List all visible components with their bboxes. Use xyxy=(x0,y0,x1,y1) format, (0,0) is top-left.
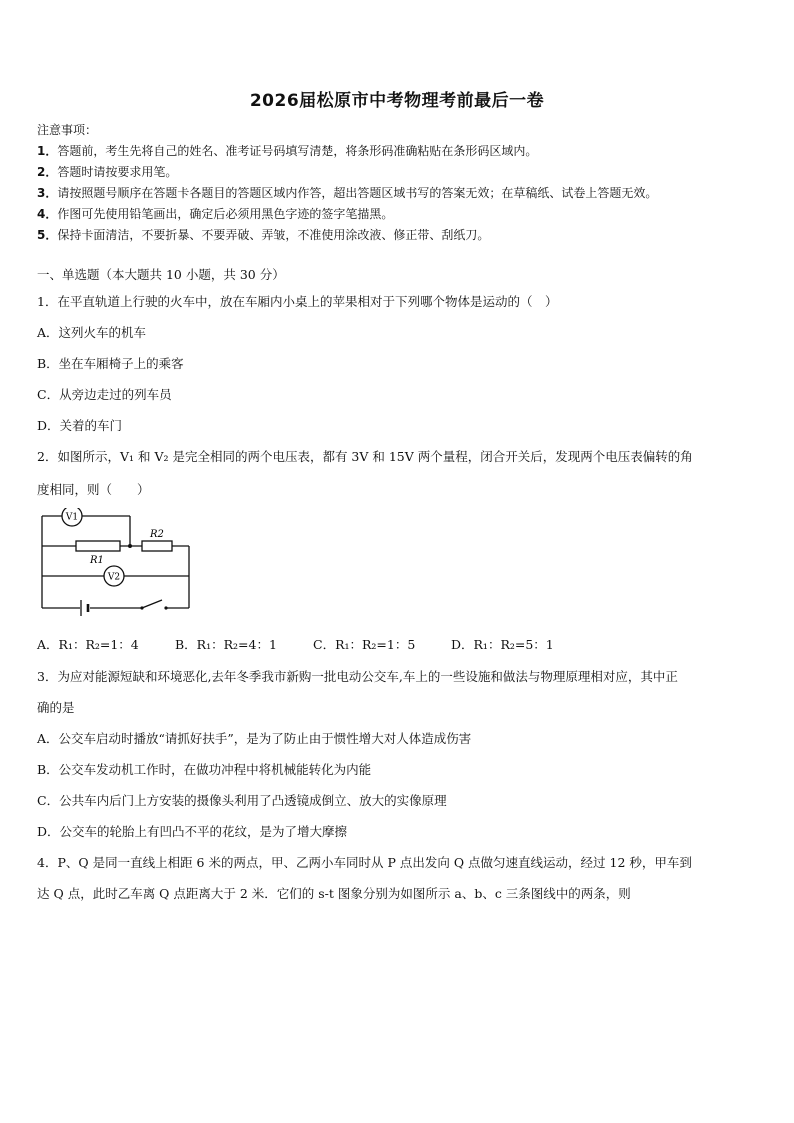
notice-item-number: 1． xyxy=(37,144,58,158)
notice-item-text: 保持卡面清洁，不要折暴、不要弄破、弄皱，不准使用涂改液、修正带、刮纸刀。 xyxy=(57,228,490,242)
resistor-r2-label: R2 xyxy=(150,529,164,540)
notice-item-number: 5． xyxy=(37,228,58,242)
switch-pivot xyxy=(140,606,143,609)
question-2-options xyxy=(37,635,589,653)
notice-item-5 xyxy=(37,226,489,243)
question-2-stem-line-2: 度相同，则（ ） xyxy=(37,482,150,497)
question-1-option-b: B．坐在车厢椅子上的乘客 xyxy=(37,356,184,371)
notice-item-text: 答题前，考生先将自己的姓名、准考证号码填写清楚，将条形码准确粘贴在条形码区域内。 xyxy=(57,144,538,158)
notice-item-3 xyxy=(37,184,657,201)
question-2-option-c: C．R₁：R₂=1：5 xyxy=(313,637,416,652)
page-title: 2026届松原市中考物理考前最后一卷 xyxy=(249,91,545,111)
question-1-option-d: D．关着的车门 xyxy=(37,418,123,433)
question-3-option-b: B．公交车发动机工作时，在做功冲程中将机械能转化为内能 xyxy=(37,762,372,777)
question-3-stem-line-1: 3．为应对能源短缺和环境恶化,去年冬季我市新购一批电动公交车,车上的一些设施和做法与物理原理相对应，其中正 xyxy=(37,669,678,684)
question-4-stem-line-2: 达 Q 点，此时乙车离 Q 点距离大于 2 米．它们的 s-t 图象分别为如图所示 a、b、c 三条图线中的两条，则 xyxy=(37,886,631,901)
question-3-option-c: C．公共车内后门上方安装的摄像头利用了凸透镜成倒立、放大的实像原理 xyxy=(37,793,447,808)
resistor-r1-symbol xyxy=(76,541,120,551)
notice-item-1 xyxy=(37,142,537,159)
question-2-option-d: D．R₁：R₂=5：1 xyxy=(451,637,554,652)
question-1-stem: 1．在平直轨道上行驶的火车中，放在车厢内小桌上的苹果相对于下列哪个物体是运动的（ ） xyxy=(37,294,558,309)
notice-item-number: 2． xyxy=(37,165,58,179)
question-2-option-b: B．R₁：R₂=4：1 xyxy=(175,637,277,652)
question-2-stem-line-1: 2．如图所示，V₁ 和 V₂ 是完全相同的两个电压表，都有 3V 和 15V 两个量程，闭合开关后，发现两个电压表偏转的角 xyxy=(37,449,693,464)
section-heading: 一、单选题（本大题共 10 小题，共 30 分） xyxy=(37,267,285,282)
voltmeter-v2-label: V2 xyxy=(107,572,121,583)
question-3-option-d: D．公交车的轮胎上有凹凸不平的花纹，是为了增大摩擦 xyxy=(37,824,348,839)
notice-item-number: 4． xyxy=(37,207,58,221)
circuit-diagram xyxy=(38,508,198,618)
switch-lever xyxy=(142,600,162,608)
voltmeter-v1-label: V1 xyxy=(65,512,79,523)
notice-item-2 xyxy=(37,163,177,180)
resistor-r1-label: R1 xyxy=(90,555,104,566)
question-2-option-a: A．R₁：R₂=1：4 xyxy=(37,637,139,652)
switch-contact xyxy=(164,606,167,609)
notice-item-number: 3． xyxy=(37,186,58,200)
question-1-option-c: C．从旁边走过的列车员 xyxy=(37,387,172,402)
junction-node xyxy=(128,544,132,548)
question-3-option-a: A．公交车启动时播放“请抓好扶手”，是为了防止由于惯性增大对人体造成伤害 xyxy=(37,731,472,746)
question-4-stem-line-1: 4．P、Q 是同一直线上相距 6 米的两点，甲、乙两小车同时从 P 点出发向 Q 点做匀速直线运动，经过 12 秒，甲车到 xyxy=(37,855,692,870)
notice-item-text: 请按照题号顺序在答题卡各题目的答题区域内作答，超出答题区域书写的答案无效；在草稿纸、试卷上答题无效。 xyxy=(57,186,658,200)
resistor-r2-symbol xyxy=(142,541,172,551)
notice-heading: 注意事项： xyxy=(37,123,98,137)
notice-item-text: 作图可先使用铅笔画出，确定后必须用黑色字迹的签字笔描黑。 xyxy=(57,207,394,221)
question-1-option-a: A．这列火车的机车 xyxy=(37,325,147,340)
notice-item-text: 答题时请按要求用笔。 xyxy=(57,165,178,179)
notice-item-4 xyxy=(37,205,393,222)
question-3-stem-line-2: 确的是 xyxy=(37,700,75,715)
